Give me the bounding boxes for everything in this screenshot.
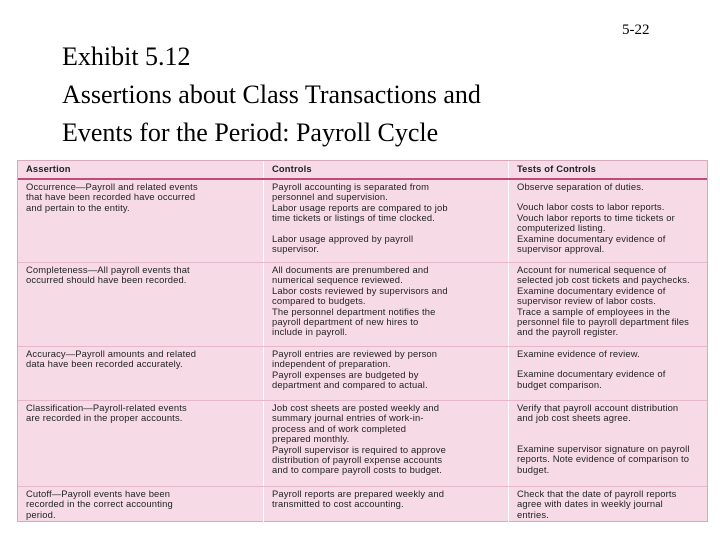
cell-text-line: Occurrence—Payroll and related events — [26, 181, 198, 192]
cell-text-line: supervisor approval. — [517, 243, 605, 255]
cell-text-line: Labor usage reports are compared to job — [272, 201, 448, 213]
cell-text-line: Examine documentary evidence of — [517, 368, 666, 380]
exhibit-title — [62, 38, 622, 152]
cell-text-line: Check that the date of payroll reports — [517, 488, 677, 499]
cell-text-line: supervisor. — [272, 243, 319, 255]
assertion-cell — [18, 179, 264, 263]
cell-text-line: payroll department of new hires to — [272, 316, 419, 328]
cell-text-line: and job cost sheets agree. — [517, 412, 631, 424]
cell-text-line: recorded in the correct accounting — [26, 498, 173, 510]
table-row — [18, 179, 707, 263]
cell-text-line: supervisor review of labor costs. — [517, 295, 656, 307]
cell-text-line: are recorded in the proper accounts. — [26, 412, 183, 424]
page-number: 5-22 — [622, 22, 650, 38]
cell-text-line: Payroll accounting is separated from — [272, 181, 430, 192]
table-row — [18, 263, 707, 347]
cell-text-line: numerical sequence reviewed. — [272, 274, 403, 286]
controls-cell — [264, 179, 509, 263]
cell-text-line: computerized listing. — [517, 222, 606, 234]
cell-text-line: Observe separation of duties. — [517, 181, 644, 192]
header-controls: Controls — [264, 161, 509, 179]
cell-text-line: personnel file to payroll department files — [517, 316, 690, 328]
cell-text-line: summary journal entries of work-in- — [272, 412, 424, 424]
header-assertion: Assertion — [18, 161, 264, 179]
cell-text-line: occurred should have been recorded. — [26, 274, 187, 286]
cell-text-line: budget comparison. — [517, 378, 603, 390]
cell-text-line: Account for numerical sequence of — [517, 264, 667, 275]
cell-text-line: Labor usage approved by payroll — [272, 232, 414, 244]
cell-text-line: budget. — [517, 463, 550, 475]
table-header-row — [18, 161, 707, 179]
cell-text-line: agree with dates in weekly journal — [517, 498, 663, 510]
cell-text-line: distribution of payroll expense accounts — [272, 454, 443, 466]
assertion-cell — [18, 263, 264, 347]
cell-text-line: compared to budgets. — [272, 295, 366, 307]
cell-text-line: Verify that payroll account distribution — [517, 402, 679, 413]
cell-text-line: and the payroll register. — [517, 326, 619, 338]
cell-text-line: and to compare payroll costs to budget. — [272, 464, 443, 476]
cell-text-line: Labor costs reviewed by supervisors and — [272, 284, 448, 296]
cell-text-line: include in payroll. — [272, 326, 348, 338]
assertions-table-container — [17, 160, 708, 522]
tests-cell — [509, 401, 708, 487]
cell-text-line: Vouch labor reports to time tickets or — [517, 211, 675, 223]
cell-text-line: The personnel department notifies the — [272, 305, 436, 317]
table-row — [18, 347, 707, 401]
cell-text-line: prepared monthly. — [272, 433, 350, 445]
cell-text-line: Vouch labor costs to labor reports. — [517, 201, 665, 213]
cell-text-line: Examine documentary evidence of — [517, 232, 666, 244]
cell-text-line: data have been recorded accurately. — [26, 358, 183, 370]
cell-text-line: Examine documentary evidence of — [517, 284, 666, 296]
title-line-1: Exhibit 5.12 — [62, 42, 191, 71]
cell-text-line: and pertain to the entity. — [26, 201, 130, 213]
cell-text-line: personnel and supervision. — [272, 191, 388, 203]
cell-text-line: that have been recorded have occurred — [26, 191, 196, 203]
cell-text-line: Payroll supervisor is required to approve — [272, 443, 446, 455]
controls-cell — [264, 263, 509, 347]
cell-text-line: Completeness—All payroll events that — [26, 264, 190, 275]
cell-text-line: time tickets or listings of time clocked. — [272, 212, 435, 224]
cell-text-line: selected job cost tickets and paychecks. — [517, 274, 690, 286]
cell-text-line: independent of preparation. — [272, 358, 391, 370]
cell-text-line: All documents are prenumbered and — [272, 264, 429, 275]
cell-text-line: Job cost sheets are posted weekly and — [272, 402, 440, 413]
cell-text-line: Payroll reports are prepared weekly and — [272, 488, 445, 499]
cell-text-line: Examine supervisor signature on payroll — [517, 442, 690, 454]
cell-text-line: Trace a sample of employees in the — [517, 305, 671, 317]
title-line-3: Events for the Period: Payroll Cycle — [62, 118, 439, 147]
cell-text-line: Cutoff—Payroll events have been — [26, 488, 171, 499]
cell-text-line: entries. — [517, 508, 549, 520]
title-line-2: Assertions about Class Transactions and — [62, 80, 481, 109]
assertion-cell — [18, 347, 264, 401]
cell-text-line: Accuracy—Payroll amounts and related — [26, 348, 197, 359]
table-row — [18, 487, 707, 526]
controls-cell — [264, 487, 509, 526]
cell-text-line: reports. Note evidence of comparison to — [517, 453, 690, 465]
cell-text-line: Examine evidence of review. — [517, 348, 640, 359]
tests-cell — [509, 347, 708, 401]
cell-text-line: Payroll entries are reviewed by person — [272, 348, 438, 359]
tests-cell — [509, 179, 708, 263]
tests-cell — [509, 487, 708, 526]
cell-text-line: transmitted to cost accounting. — [272, 498, 404, 510]
controls-cell — [264, 401, 509, 487]
assertion-cell — [18, 487, 264, 526]
cell-text-line: period. — [26, 508, 56, 520]
tests-cell — [509, 263, 708, 347]
cell-text-line: department and compared to actual. — [272, 379, 428, 391]
cell-text-line: Payroll expenses are budgeted by — [272, 368, 419, 380]
table-row — [18, 401, 707, 487]
assertions-table — [18, 161, 707, 525]
controls-cell — [264, 347, 509, 401]
header-tests-of-controls: Tests of Controls — [509, 161, 708, 179]
assertion-cell — [18, 401, 264, 487]
cell-text-line: process and of work completed — [272, 422, 407, 434]
cell-spacer — [517, 424, 699, 434]
cell-text-line: Classification—Payroll-related events — [26, 402, 187, 413]
